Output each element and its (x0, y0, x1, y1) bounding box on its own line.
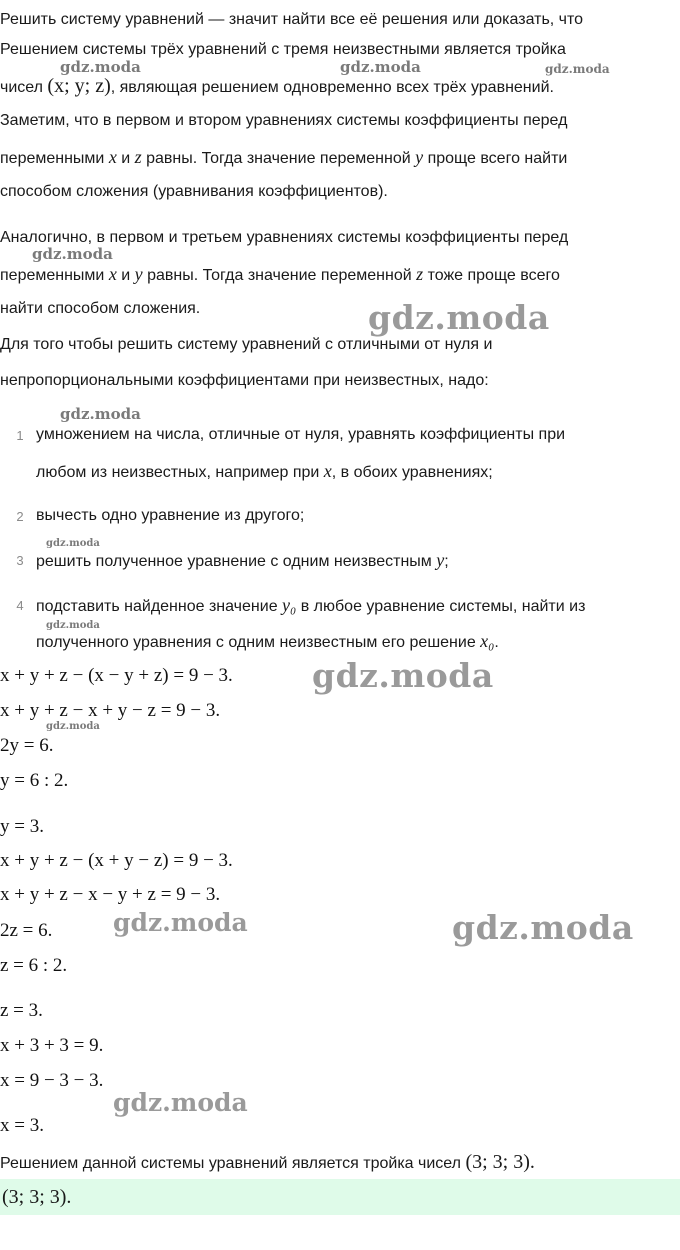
watermark: gdz.moda (60, 405, 141, 423)
list-number: 1 (16, 428, 24, 443)
answer-box (0, 1179, 680, 1215)
list-item (36, 506, 304, 526)
paragraph-text: равны. Тогда значение переменной (142, 267, 417, 284)
watermark: gdz.moda (113, 1088, 248, 1117)
paragraph-text: найти способом сложения. (0, 300, 201, 317)
list-item (36, 595, 585, 617)
text-line (0, 264, 560, 286)
equation: x + y + z − (x − y + z) = 9 − 3. (0, 665, 233, 686)
list-item-text: подставить найденное значение (36, 598, 283, 615)
math-variable: x₀ (480, 631, 495, 651)
paragraph-text: переменными (0, 267, 109, 284)
list-item-text: полученного уравнения с одним неизвестным его решение (36, 634, 481, 651)
text-line (0, 299, 200, 319)
answer-text: (3; 3; 3). (2, 1186, 72, 1208)
paragraph-text: и (116, 150, 135, 167)
list-item (36, 550, 449, 572)
math-variable: y (415, 147, 424, 167)
equation: x + 3 + 3 = 9. (0, 1035, 104, 1056)
equation: x = 3. (0, 1115, 44, 1136)
math-variable: x (323, 461, 332, 481)
paragraph-text: равны. Тогда значение переменной (141, 150, 416, 167)
list-item-text: , в обоих уравнениях; (331, 464, 493, 481)
paragraph-text: Решением системы трёх уравнений с тремя неизвестными является тройка (0, 41, 566, 58)
text-line (0, 111, 567, 131)
paragraph-text: переменными (0, 150, 109, 167)
watermark: gdz.moda (32, 245, 113, 263)
watermark: gdz.moda (113, 908, 248, 937)
list-item-text: решить полученное уравнение с одним неизвестным (36, 553, 437, 570)
text-line (0, 371, 489, 391)
paragraph-text: непропорциональными коэффициентами при неизвестных, надо: (0, 372, 489, 389)
list-item (36, 461, 493, 483)
paragraph-text: Решить систему уравнений — значит найти все её решения или доказать, что (0, 11, 584, 28)
text-line (0, 40, 566, 60)
conclusion-text: Решением данной системы уравнений является тройка чисел (0, 1155, 466, 1172)
math-inline: (3; 3; 3). (465, 1151, 535, 1173)
equation: z = 3. (0, 1000, 43, 1021)
equation: x + y + z − x − y + z = 9 − 3. (0, 884, 221, 905)
math-variable: x (108, 264, 117, 284)
math-variable: z (134, 147, 142, 167)
equation: z = 6 : 2. (0, 955, 68, 976)
equation: x + y + z − x + y − z = 9 − 3. (0, 700, 221, 721)
equation: x + y + z − (x + y − z) = 9 − 3. (0, 850, 233, 871)
equation: y = 3. (0, 816, 44, 837)
list-item-text: в любое уравнение системы, найти из (296, 598, 586, 615)
equation: y = 6 : 2. (0, 770, 69, 791)
paragraph-text: Аналогично, в первом и третьем уравнениях системы коэффициенты перед (0, 229, 569, 246)
text-line (0, 147, 567, 169)
text-line (0, 76, 554, 98)
equation: 2z = 6. (0, 920, 53, 941)
equation: x = 9 − 3 − 3. (0, 1070, 104, 1091)
math-variable: y (436, 550, 445, 570)
list-item (36, 631, 499, 653)
list-number: 2 (16, 509, 24, 524)
watermark: gdz.moda (46, 538, 100, 549)
paragraph-text: , являющая решением одновременно всех трёх уравнений. (110, 79, 554, 96)
math-variable: x (108, 147, 117, 167)
math-variable: y₀ (282, 595, 297, 615)
text-line (0, 182, 388, 202)
watermark: gdz.moda (368, 298, 550, 337)
watermark: gdz.moda (545, 62, 610, 76)
math-variable: z (416, 264, 424, 284)
text-line (0, 10, 583, 30)
list-number: 4 (16, 598, 24, 613)
watermark: gdz.moda (46, 721, 100, 732)
paragraph-text: проще всего найти (423, 150, 568, 167)
paragraph-text: Для того чтобы решить систему уравнений с отличными от нуля и (0, 336, 493, 353)
paragraph-text: чисел (0, 79, 48, 96)
list-item (36, 425, 565, 445)
list-item-text: умножением на числа, отличные от нуля, уравнять коэффициенты при (36, 426, 566, 443)
watermark: gdz.moda (60, 58, 141, 76)
list-number: 3 (16, 553, 24, 568)
list-item-text: вычесть одно уравнение из другого; (36, 507, 305, 524)
paragraph-text: и (116, 267, 135, 284)
math-inline: (x; y; z) (47, 75, 111, 97)
equation: 2y = 6. (0, 735, 54, 756)
watermark: gdz.moda (340, 58, 421, 76)
watermark: gdz.moda (452, 908, 634, 947)
list-item-text: . (494, 634, 499, 651)
paragraph-text: способом сложения (уравнивания коэффициентов). (0, 183, 388, 200)
watermark: gdz.moda (312, 656, 494, 695)
paragraph-text: тоже проще всего (423, 267, 560, 284)
conclusion (0, 1152, 535, 1174)
math-variable: y (134, 264, 143, 284)
paragraph-text: Заметим, что в первом и втором уравнениях системы коэффициенты перед (0, 112, 568, 129)
watermark: gdz.moda (46, 620, 100, 631)
list-item-text: ; (444, 553, 449, 570)
text-line (0, 335, 492, 355)
list-item-text: любом из неизвестных, например при (36, 464, 324, 481)
